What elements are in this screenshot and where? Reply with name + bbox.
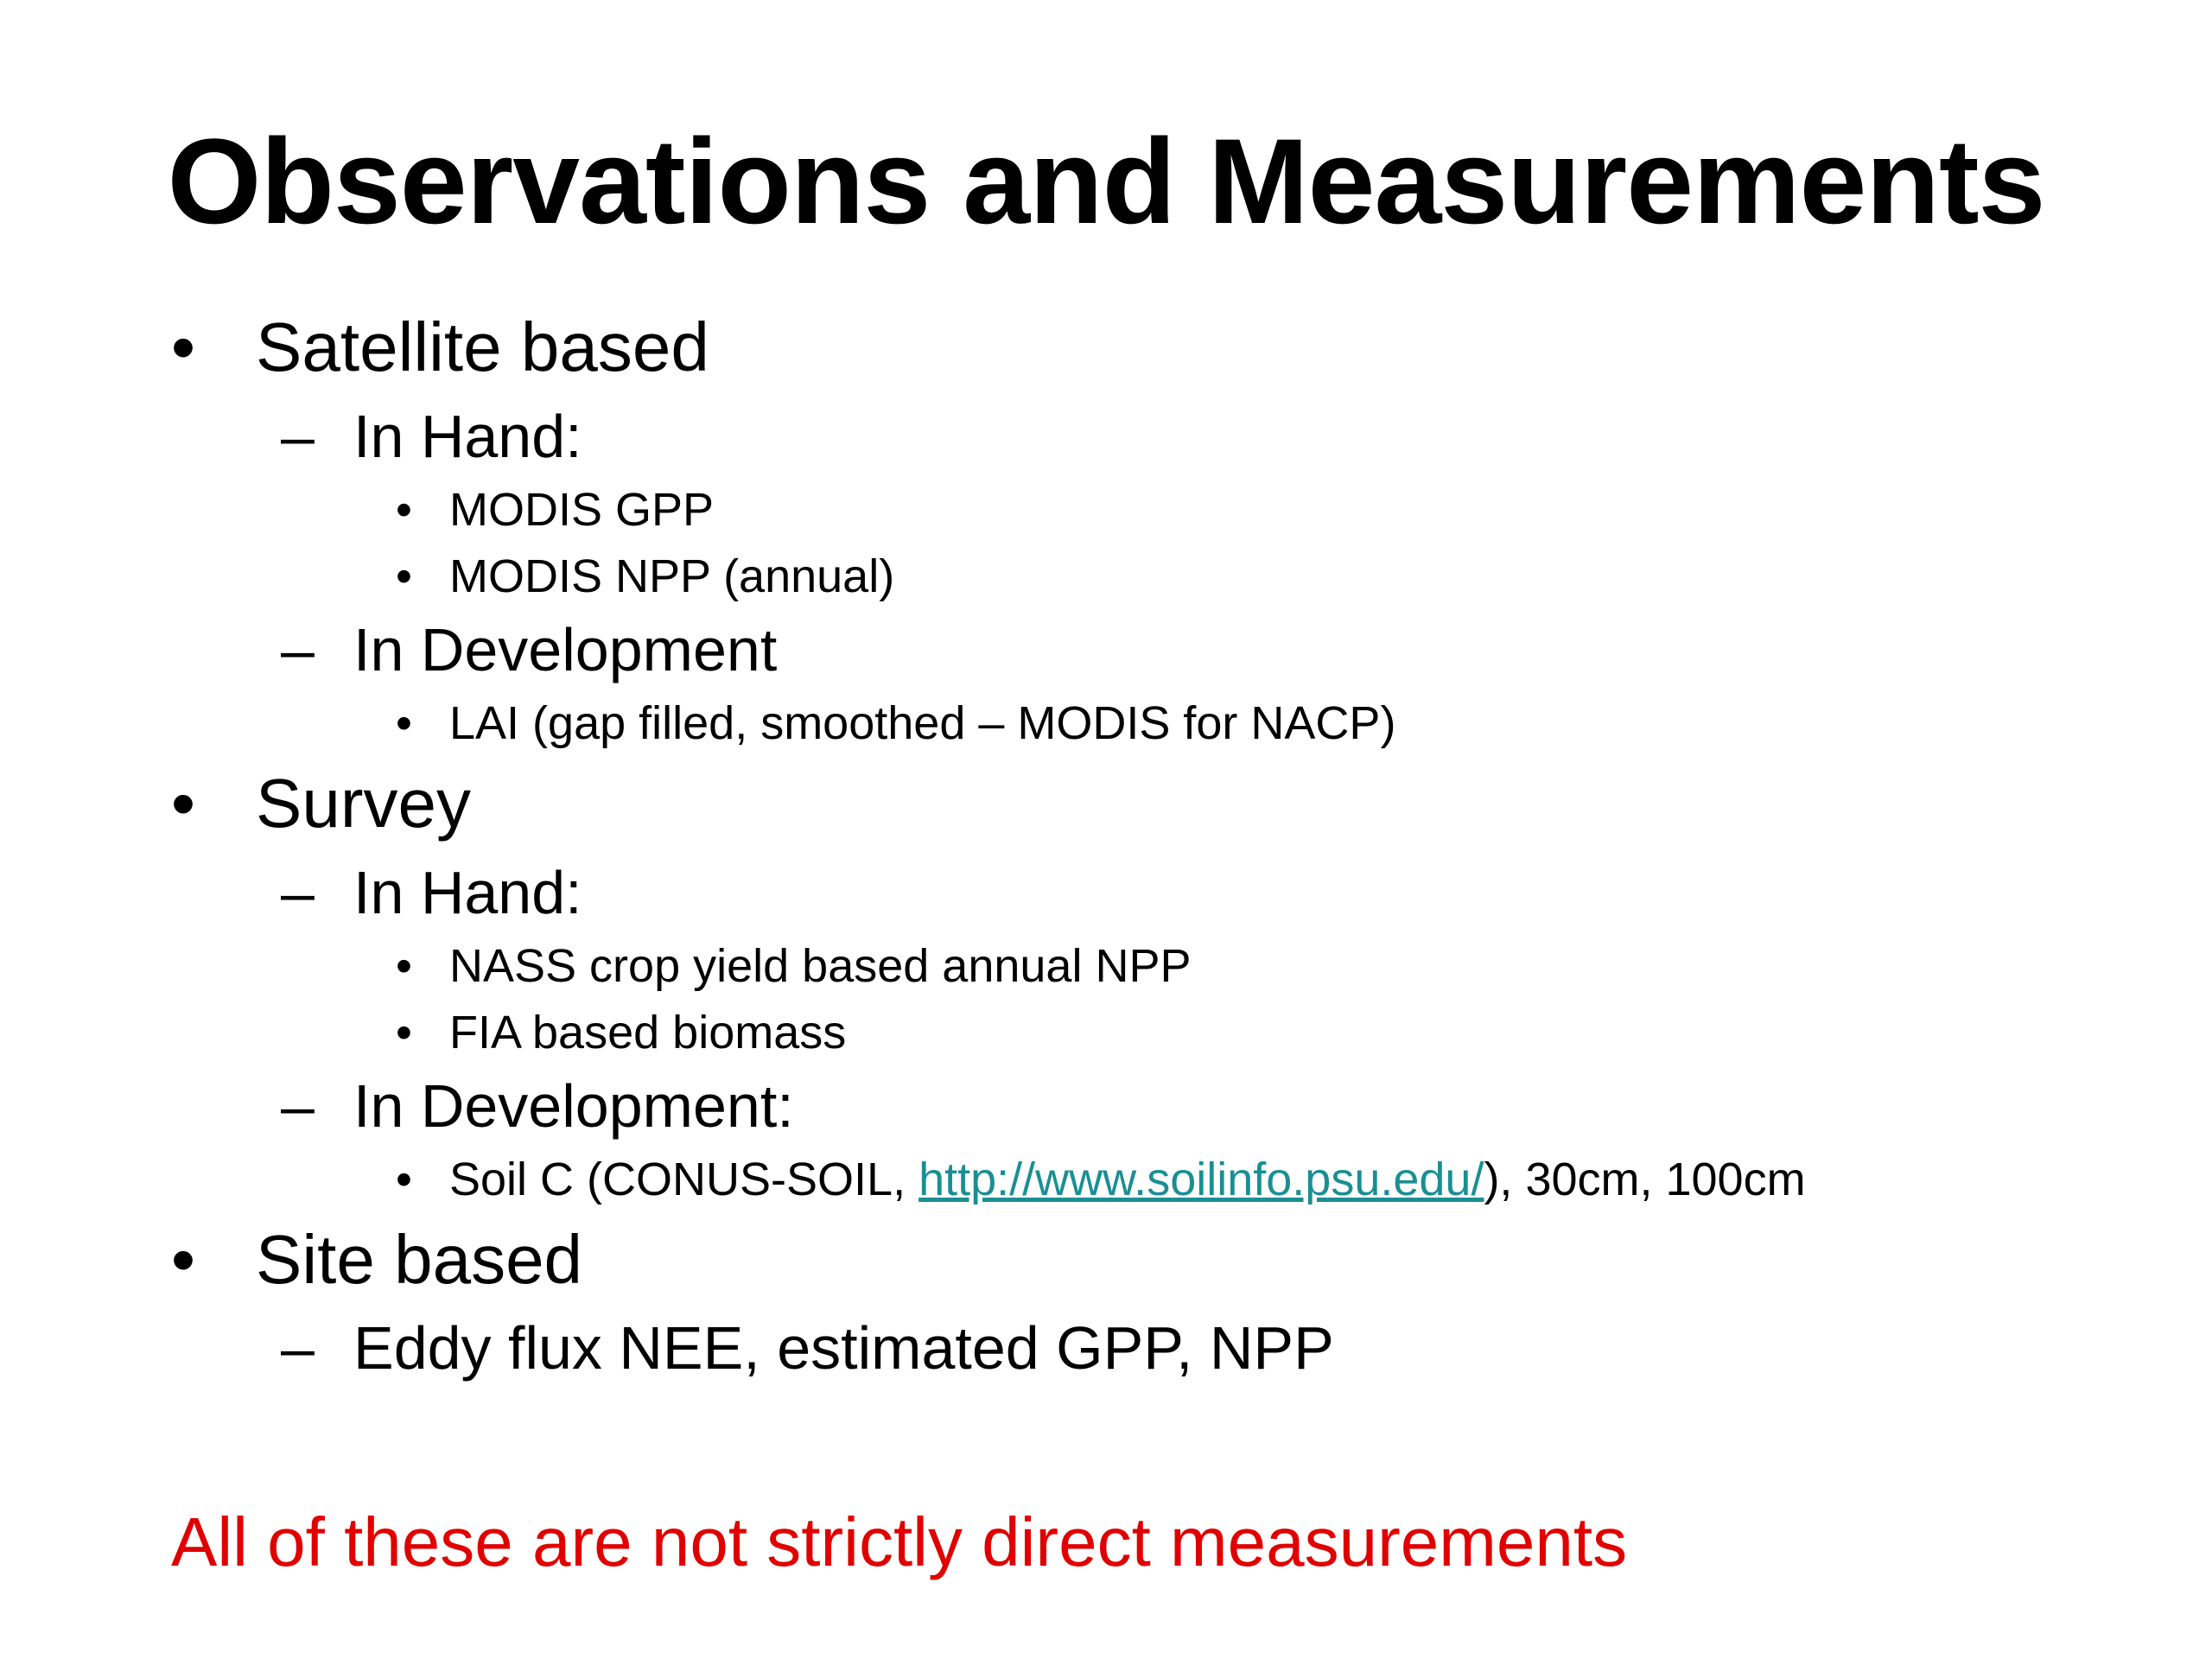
soilinfo-link[interactable]: http://www.soilinfo.psu.edu/ (918, 1154, 1484, 1205)
section-label: Survey (256, 765, 471, 842)
bullet-icon: • (171, 1221, 196, 1298)
subsection-label: Eddy flux NEE, estimated GPP, NPP (353, 1314, 1334, 1382)
subsection-label: In Development (353, 616, 778, 683)
bullet-icon: • (396, 940, 412, 992)
list-item-text: MODIS GPP (449, 484, 715, 536)
bullet-icon: • (396, 484, 412, 536)
bullet-icon: • (171, 765, 196, 842)
subsection-label: In Development: (353, 1072, 794, 1140)
dash-icon: – (281, 403, 315, 470)
soil-c-text-prefix: Soil C (CONUS-SOIL, (449, 1154, 919, 1205)
dash-icon: – (281, 1072, 315, 1140)
dash-icon: – (281, 1314, 315, 1382)
section-label: Site based (256, 1221, 583, 1298)
bullet-icon: • (396, 1154, 412, 1205)
subsection-label: In Hand: (353, 403, 582, 470)
list-item-text: LAI (gap filled, smoothed – MODIS for NACP) (449, 697, 1396, 749)
red-note: All of these are not strictly direct measurements (171, 1503, 1628, 1580)
section-label: Satellite based (256, 308, 709, 385)
slide-title: Observations and Measurements (167, 113, 2045, 249)
list-item-text (449, 1149, 1806, 1210)
bullet-icon: • (396, 550, 412, 602)
list-item-text: NASS crop yield based annual NPP (449, 940, 1192, 992)
dash-icon: – (281, 616, 315, 683)
list-item-text: FIA based biomass (449, 1007, 847, 1058)
list-item-text: MODIS NPP (annual) (449, 550, 895, 602)
subsection-label: In Hand: (353, 859, 582, 926)
bullet-icon: • (396, 697, 412, 749)
bullet-icon: • (171, 308, 196, 385)
bullet-icon: • (396, 1007, 412, 1058)
dash-icon: – (281, 859, 315, 926)
soil-c-text-suffix: ), 30cm, 100cm (1484, 1154, 1806, 1205)
